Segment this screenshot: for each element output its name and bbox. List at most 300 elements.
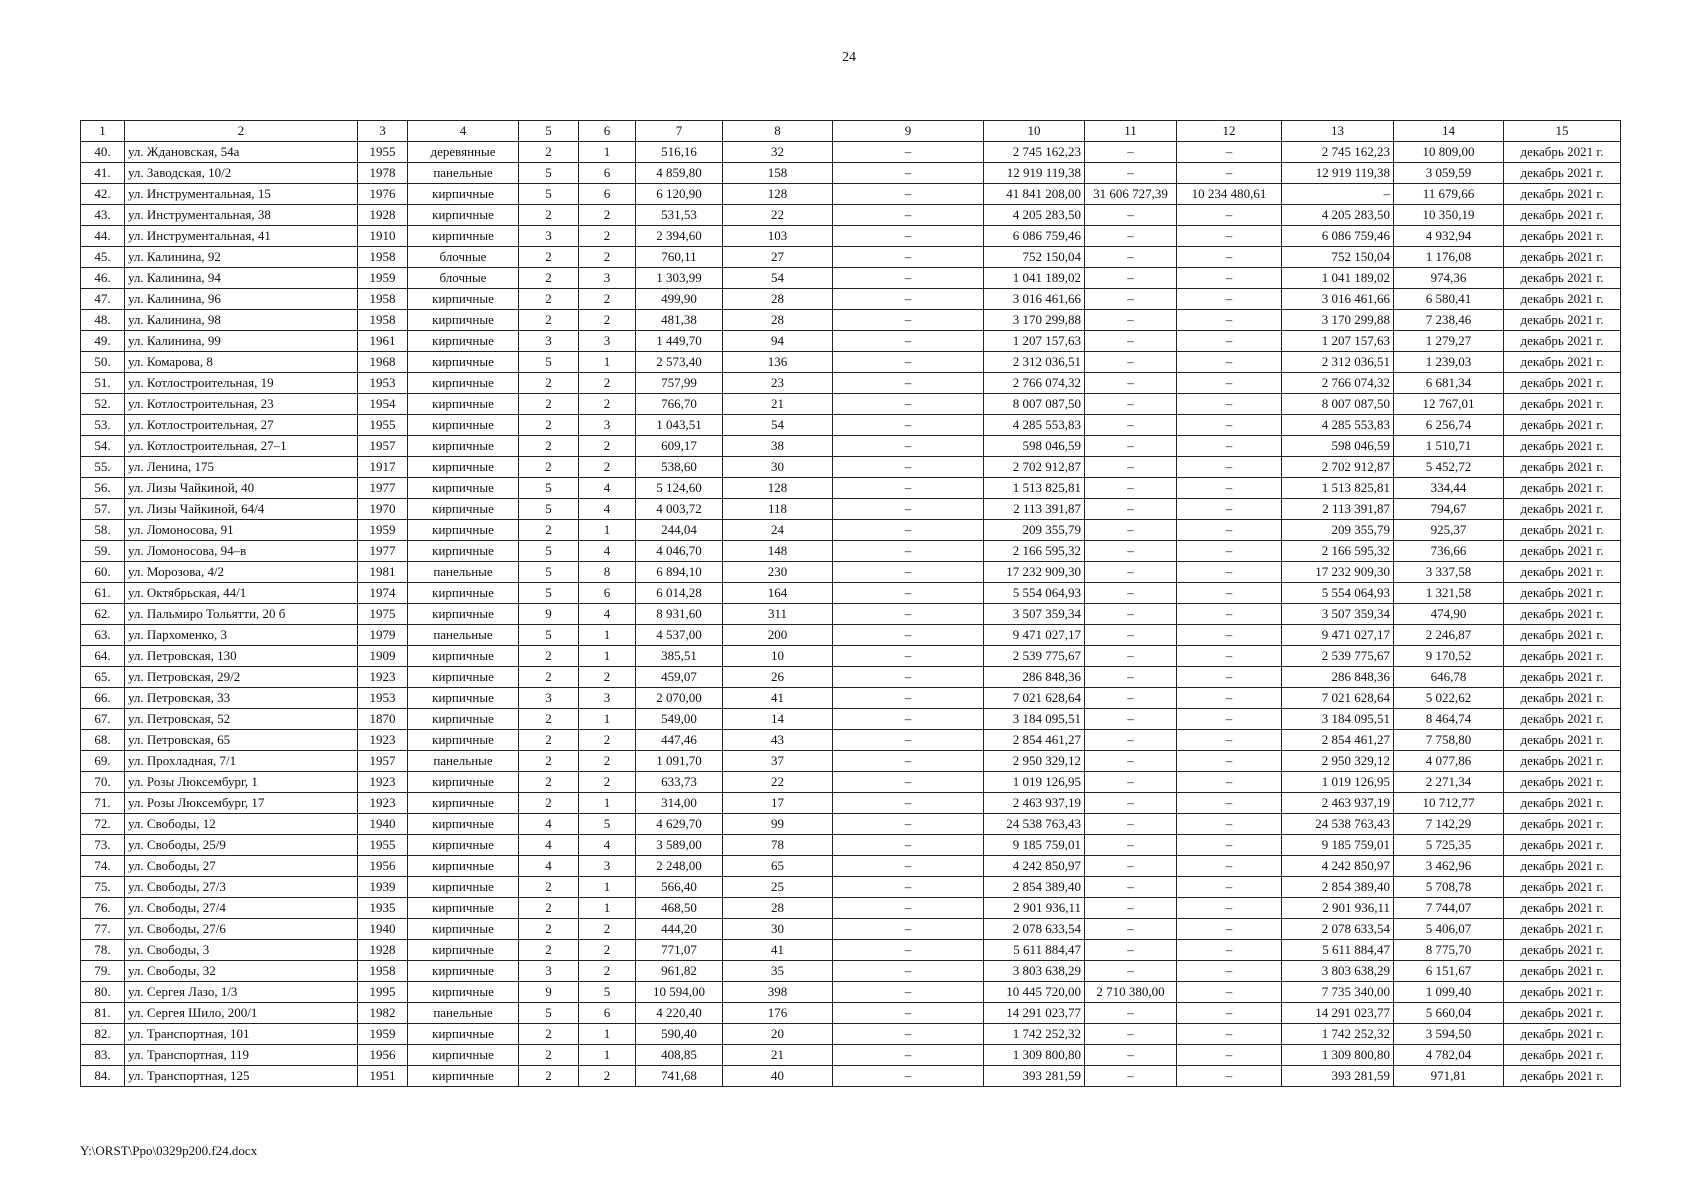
table-cell-col-1: 42. <box>81 184 125 205</box>
table-cell-col-8: 21 <box>723 1045 833 1066</box>
housing-registry-table <box>80 120 1621 1087</box>
table-cell-col-14: 1 510,71 <box>1394 436 1504 457</box>
table-cell-col-2: ул. Свободы, 25/9 <box>125 835 358 856</box>
table-cell-col-4: кирпичные <box>408 835 519 856</box>
table-cell-col-10: 3 507 359,34 <box>984 604 1085 625</box>
table-cell-col-8: 37 <box>723 751 833 772</box>
column-header-6: 6 <box>579 121 636 142</box>
table-cell-col-10: 4 285 553,83 <box>984 415 1085 436</box>
table-cell-col-3: 1982 <box>358 1003 408 1024</box>
table-row <box>81 499 1621 520</box>
table-cell-col-13: 24 538 763,43 <box>1282 814 1394 835</box>
table-cell-col-7: 1 303,99 <box>636 268 723 289</box>
table-cell-col-5: 4 <box>519 856 579 877</box>
table-row <box>81 919 1621 940</box>
table-cell-col-14: 6 256,74 <box>1394 415 1504 436</box>
table-cell-col-12: – <box>1177 457 1282 478</box>
table-cell-col-7: 961,82 <box>636 961 723 982</box>
table-cell-col-6: 3 <box>579 331 636 352</box>
table-cell-col-5: 5 <box>519 163 579 184</box>
table-cell-col-6: 1 <box>579 877 636 898</box>
table-cell-col-7: 4 220,40 <box>636 1003 723 1024</box>
table-cell-col-9: – <box>833 247 984 268</box>
table-cell-col-4: блочные <box>408 268 519 289</box>
table-cell-col-2: ул. Петровская, 52 <box>125 709 358 730</box>
table-cell-col-5: 5 <box>519 478 579 499</box>
table-cell-col-2: ул. Свободы, 12 <box>125 814 358 835</box>
table-cell-col-15: декабрь 2021 г. <box>1504 1066 1621 1087</box>
table-cell-col-7: 760,11 <box>636 247 723 268</box>
table-cell-col-14: 10 350,19 <box>1394 205 1504 226</box>
table-cell-col-2: ул. Петровская, 29/2 <box>125 667 358 688</box>
table-cell-col-13: 5 554 064,93 <box>1282 583 1394 604</box>
table-cell-col-7: 2 070,00 <box>636 688 723 709</box>
table-cell-col-9: – <box>833 1066 984 1087</box>
table-cell-col-14: 2 271,34 <box>1394 772 1504 793</box>
table-cell-col-5: 2 <box>519 1066 579 1087</box>
table-cell-col-10: 9 185 759,01 <box>984 835 1085 856</box>
table-cell-col-9: – <box>833 604 984 625</box>
table-cell-col-7: 633,73 <box>636 772 723 793</box>
table-cell-col-1: 45. <box>81 247 125 268</box>
table-row <box>81 226 1621 247</box>
table-cell-col-2: ул. Свободы, 27/3 <box>125 877 358 898</box>
table-cell-col-14: 6 580,41 <box>1394 289 1504 310</box>
table-cell-col-11: – <box>1085 541 1177 562</box>
table-cell-col-1: 55. <box>81 457 125 478</box>
table-cell-col-2: ул. Калинина, 99 <box>125 331 358 352</box>
table-cell-col-7: 468,50 <box>636 898 723 919</box>
table-cell-col-10: 2 078 633,54 <box>984 919 1085 940</box>
table-cell-col-6: 1 <box>579 142 636 163</box>
table-cell-col-13: 1 207 157,63 <box>1282 331 1394 352</box>
table-cell-col-15: декабрь 2021 г. <box>1504 940 1621 961</box>
table-cell-col-11: – <box>1085 1024 1177 1045</box>
table-cell-col-5: 2 <box>519 730 579 751</box>
table-cell-col-12: – <box>1177 268 1282 289</box>
table-cell-col-11: – <box>1085 163 1177 184</box>
table-cell-col-7: 6 120,90 <box>636 184 723 205</box>
table-cell-col-12: – <box>1177 247 1282 268</box>
table-cell-col-4: кирпичные <box>408 793 519 814</box>
table-cell-col-13: 2 539 775,67 <box>1282 646 1394 667</box>
table-cell-col-1: 56. <box>81 478 125 499</box>
table-cell-col-11: – <box>1085 940 1177 961</box>
table-cell-col-13: 7 735 340,00 <box>1282 982 1394 1003</box>
table-cell-col-2: ул. Петровская, 130 <box>125 646 358 667</box>
table-cell-col-12: – <box>1177 373 1282 394</box>
table-cell-col-10: 6 086 759,46 <box>984 226 1085 247</box>
table-cell-col-12: – <box>1177 877 1282 898</box>
table-cell-col-2: ул. Котлостроительная, 23 <box>125 394 358 415</box>
table-cell-col-14: 4 782,04 <box>1394 1045 1504 1066</box>
table-cell-col-10: 2 312 036,51 <box>984 352 1085 373</box>
table-cell-col-3: 1954 <box>358 394 408 415</box>
table-cell-col-2: ул. Инструментальная, 41 <box>125 226 358 247</box>
table-cell-col-12: – <box>1177 499 1282 520</box>
table-cell-col-12: – <box>1177 730 1282 751</box>
table-cell-col-9: – <box>833 310 984 331</box>
table-cell-col-8: 25 <box>723 877 833 898</box>
table-cell-col-13: 2 745 162,23 <box>1282 142 1394 163</box>
table-cell-col-4: кирпичные <box>408 541 519 562</box>
table-cell-col-11: 31 606 727,39 <box>1085 184 1177 205</box>
table-cell-col-6: 4 <box>579 835 636 856</box>
table-cell-col-10: 8 007 087,50 <box>984 394 1085 415</box>
table-cell-col-3: 1995 <box>358 982 408 1003</box>
table-cell-col-11: – <box>1085 457 1177 478</box>
column-header-5: 5 <box>519 121 579 142</box>
table-cell-col-13: 9 185 759,01 <box>1282 835 1394 856</box>
table-cell-col-11: – <box>1085 331 1177 352</box>
column-header-2: 2 <box>125 121 358 142</box>
table-cell-col-11: – <box>1085 961 1177 982</box>
table-row <box>81 667 1621 688</box>
table-cell-col-11: – <box>1085 352 1177 373</box>
table-cell-col-13: 2 166 595,32 <box>1282 541 1394 562</box>
table-cell-col-14: 10 809,00 <box>1394 142 1504 163</box>
table-cell-col-15: декабрь 2021 г. <box>1504 373 1621 394</box>
table-cell-col-4: кирпичные <box>408 331 519 352</box>
table-cell-col-15: декабрь 2021 г. <box>1504 520 1621 541</box>
table-cell-col-5: 2 <box>519 268 579 289</box>
table-cell-col-12: – <box>1177 436 1282 457</box>
table-cell-col-12: – <box>1177 520 1282 541</box>
table-cell-col-3: 1935 <box>358 898 408 919</box>
table-cell-col-13: 1 041 189,02 <box>1282 268 1394 289</box>
table-cell-col-2: ул. Свободы, 27/4 <box>125 898 358 919</box>
table-cell-col-8: 28 <box>723 289 833 310</box>
table-cell-col-5: 2 <box>519 289 579 310</box>
table-cell-col-2: ул. Ленина, 175 <box>125 457 358 478</box>
table-cell-col-15: декабрь 2021 г. <box>1504 478 1621 499</box>
table-cell-col-1: 60. <box>81 562 125 583</box>
table-cell-col-7: 741,68 <box>636 1066 723 1087</box>
table-cell-col-7: 516,16 <box>636 142 723 163</box>
table-cell-col-4: кирпичные <box>408 919 519 940</box>
table-cell-col-8: 28 <box>723 310 833 331</box>
table-cell-col-11: – <box>1085 667 1177 688</box>
table-cell-col-12: – <box>1177 793 1282 814</box>
column-header-10: 10 <box>984 121 1085 142</box>
table-cell-col-8: 398 <box>723 982 833 1003</box>
table-cell-col-14: 646,78 <box>1394 667 1504 688</box>
table-cell-col-1: 43. <box>81 205 125 226</box>
table-cell-col-9: – <box>833 940 984 961</box>
table-cell-col-4: кирпичные <box>408 688 519 709</box>
table-cell-col-14: 1 239,03 <box>1394 352 1504 373</box>
table-cell-col-1: 74. <box>81 856 125 877</box>
table-cell-col-5: 9 <box>519 982 579 1003</box>
table-cell-col-14: 1 321,58 <box>1394 583 1504 604</box>
table-cell-col-11: – <box>1085 436 1177 457</box>
table-cell-col-5: 2 <box>519 310 579 331</box>
table-cell-col-9: – <box>833 331 984 352</box>
table-cell-col-11: – <box>1085 898 1177 919</box>
table-cell-col-2: ул. Калинина, 92 <box>125 247 358 268</box>
table-row <box>81 520 1621 541</box>
table-cell-col-15: декабрь 2021 г. <box>1504 709 1621 730</box>
table-cell-col-9: – <box>833 877 984 898</box>
table-cell-col-3: 1974 <box>358 583 408 604</box>
table-cell-col-1: 53. <box>81 415 125 436</box>
table-cell-col-4: панельные <box>408 1003 519 1024</box>
table-cell-col-14: 1 279,27 <box>1394 331 1504 352</box>
table-cell-col-15: декабрь 2021 г. <box>1504 499 1621 520</box>
table-cell-col-6: 6 <box>579 583 636 604</box>
table-cell-col-7: 10 594,00 <box>636 982 723 1003</box>
table-cell-col-14: 3 462,96 <box>1394 856 1504 877</box>
column-header-15: 15 <box>1504 121 1621 142</box>
table-cell-col-1: 73. <box>81 835 125 856</box>
table-cell-col-10: 2 854 389,40 <box>984 877 1085 898</box>
table-cell-col-13: 1 742 252,32 <box>1282 1024 1394 1045</box>
table-cell-col-8: 136 <box>723 352 833 373</box>
table-cell-col-11: – <box>1085 583 1177 604</box>
table-cell-col-10: 2 950 329,12 <box>984 751 1085 772</box>
table-cell-col-1: 52. <box>81 394 125 415</box>
footer-file-path: Y:\ORST\Ppo\0329p200.f24.docx <box>80 1143 258 1158</box>
table-row <box>81 961 1621 982</box>
table-cell-col-14: 6 681,34 <box>1394 373 1504 394</box>
table-cell-col-2: ул. Лизы Чайкиной, 40 <box>125 478 358 499</box>
table-cell-col-8: 20 <box>723 1024 833 1045</box>
table-cell-col-10: 1 207 157,63 <box>984 331 1085 352</box>
table-cell-col-15: декабрь 2021 г. <box>1504 1024 1621 1045</box>
table-cell-col-3: 1956 <box>358 856 408 877</box>
table-cell-col-9: – <box>833 919 984 940</box>
column-header-4: 4 <box>408 121 519 142</box>
table-cell-col-7: 771,07 <box>636 940 723 961</box>
table-cell-col-7: 1 091,70 <box>636 751 723 772</box>
table-cell-col-4: кирпичные <box>408 520 519 541</box>
table-cell-col-7: 314,00 <box>636 793 723 814</box>
table-cell-col-12: – <box>1177 331 1282 352</box>
table-cell-col-2: ул. Свободы, 3 <box>125 940 358 961</box>
table-cell-col-11: – <box>1085 226 1177 247</box>
table-cell-col-3: 1961 <box>358 331 408 352</box>
table-cell-col-10: 2 901 936,11 <box>984 898 1085 919</box>
table-cell-col-6: 1 <box>579 709 636 730</box>
table-cell-col-5: 2 <box>519 520 579 541</box>
table-cell-col-2: ул. Котлостроительная, 19 <box>125 373 358 394</box>
table-cell-col-6: 2 <box>579 373 636 394</box>
table-cell-col-12: – <box>1177 961 1282 982</box>
table-cell-col-11: – <box>1085 919 1177 940</box>
table-cell-col-6: 1 <box>579 1045 636 1066</box>
table-cell-col-15: декабрь 2021 г. <box>1504 982 1621 1003</box>
table-cell-col-10: 286 848,36 <box>984 667 1085 688</box>
table-cell-col-14: 2 246,87 <box>1394 625 1504 646</box>
table-cell-col-7: 4 629,70 <box>636 814 723 835</box>
table-cell-col-5: 2 <box>519 247 579 268</box>
table-cell-col-11: – <box>1085 478 1177 499</box>
table-cell-col-15: декабрь 2021 г. <box>1504 898 1621 919</box>
table-cell-col-8: 94 <box>723 331 833 352</box>
table-cell-col-4: кирпичные <box>408 289 519 310</box>
table-row <box>81 247 1621 268</box>
table-cell-col-7: 766,70 <box>636 394 723 415</box>
table-cell-col-6: 2 <box>579 436 636 457</box>
table-cell-col-15: декабрь 2021 г. <box>1504 142 1621 163</box>
table-cell-col-11: – <box>1085 709 1177 730</box>
table-cell-col-13: 286 848,36 <box>1282 667 1394 688</box>
table-cell-col-14: 7 744,07 <box>1394 898 1504 919</box>
table-row <box>81 562 1621 583</box>
table-cell-col-13: 6 086 759,46 <box>1282 226 1394 247</box>
table-cell-col-11: – <box>1085 499 1177 520</box>
table-cell-col-14: 9 170,52 <box>1394 646 1504 667</box>
table-cell-col-12: – <box>1177 1024 1282 1045</box>
table-cell-col-1: 77. <box>81 919 125 940</box>
table-cell-col-15: декабрь 2021 г. <box>1504 604 1621 625</box>
table-cell-col-14: 7 238,46 <box>1394 310 1504 331</box>
table-cell-col-12: – <box>1177 226 1282 247</box>
table-cell-col-1: 63. <box>81 625 125 646</box>
table-cell-col-1: 83. <box>81 1045 125 1066</box>
table-cell-col-9: – <box>833 562 984 583</box>
table-cell-col-4: кирпичные <box>408 184 519 205</box>
table-cell-col-9: – <box>833 415 984 436</box>
table-cell-col-12: – <box>1177 940 1282 961</box>
table-cell-col-5: 2 <box>519 751 579 772</box>
table-cell-col-2: ул. Прохладная, 7/1 <box>125 751 358 772</box>
table-cell-col-1: 70. <box>81 772 125 793</box>
table-cell-col-9: – <box>833 667 984 688</box>
table-cell-col-1: 81. <box>81 1003 125 1024</box>
table-cell-col-1: 62. <box>81 604 125 625</box>
table-cell-col-14: 10 712,77 <box>1394 793 1504 814</box>
table-cell-col-7: 444,20 <box>636 919 723 940</box>
table-cell-col-5: 3 <box>519 226 579 247</box>
table-cell-col-5: 4 <box>519 814 579 835</box>
table-row <box>81 268 1621 289</box>
table-cell-col-8: 24 <box>723 520 833 541</box>
table-row <box>81 856 1621 877</box>
table-cell-col-14: 474,90 <box>1394 604 1504 625</box>
table-cell-col-15: декабрь 2021 г. <box>1504 163 1621 184</box>
table-cell-col-11: – <box>1085 877 1177 898</box>
table-cell-col-2: ул. Пархоменко, 3 <box>125 625 358 646</box>
table-row <box>81 289 1621 310</box>
table-cell-col-4: кирпичные <box>408 982 519 1003</box>
table-cell-col-13: – <box>1282 184 1394 205</box>
table-cell-col-12: – <box>1177 835 1282 856</box>
table-cell-col-12: – <box>1177 562 1282 583</box>
table-cell-col-10: 598 046,59 <box>984 436 1085 457</box>
table-cell-col-13: 7 021 628,64 <box>1282 688 1394 709</box>
table-cell-col-4: кирпичные <box>408 205 519 226</box>
table-cell-col-3: 1928 <box>358 205 408 226</box>
table-cell-col-3: 1940 <box>358 919 408 940</box>
table-cell-col-15: декабрь 2021 г. <box>1504 268 1621 289</box>
table-row <box>81 1024 1621 1045</box>
table-cell-col-6: 2 <box>579 919 636 940</box>
table-cell-col-5: 2 <box>519 205 579 226</box>
table-cell-col-1: 65. <box>81 667 125 688</box>
table-cell-col-3: 1958 <box>358 247 408 268</box>
column-header-11: 11 <box>1085 121 1177 142</box>
table-cell-col-10: 3 184 095,51 <box>984 709 1085 730</box>
table-cell-col-5: 2 <box>519 373 579 394</box>
table-cell-col-5: 2 <box>519 457 579 478</box>
table-cell-col-6: 2 <box>579 667 636 688</box>
table-cell-col-3: 1977 <box>358 541 408 562</box>
table-cell-col-12: – <box>1177 163 1282 184</box>
column-header-3: 3 <box>358 121 408 142</box>
table-cell-col-7: 4 046,70 <box>636 541 723 562</box>
table-cell-col-7: 244,04 <box>636 520 723 541</box>
column-header-12: 12 <box>1177 121 1282 142</box>
table-cell-col-3: 1959 <box>358 1024 408 1045</box>
table-cell-col-13: 2 766 074,32 <box>1282 373 1394 394</box>
table-cell-col-12: – <box>1177 625 1282 646</box>
table-row <box>81 436 1621 457</box>
table-cell-col-15: декабрь 2021 г. <box>1504 835 1621 856</box>
table-cell-col-11: – <box>1085 373 1177 394</box>
table-cell-col-8: 41 <box>723 940 833 961</box>
table-cell-col-4: блочные <box>408 247 519 268</box>
table-cell-col-14: 3 594,50 <box>1394 1024 1504 1045</box>
table-cell-col-3: 1968 <box>358 352 408 373</box>
table-cell-col-12: – <box>1177 667 1282 688</box>
table-cell-col-1: 82. <box>81 1024 125 1045</box>
table-cell-col-10: 5 611 884,47 <box>984 940 1085 961</box>
table-cell-col-2: ул. Транспортная, 119 <box>125 1045 358 1066</box>
table-cell-col-11: – <box>1085 856 1177 877</box>
table-cell-col-13: 2 312 036,51 <box>1282 352 1394 373</box>
table-cell-col-2: ул. Розы Люксембург, 17 <box>125 793 358 814</box>
table-row <box>81 1003 1621 1024</box>
table-cell-col-3: 1981 <box>358 562 408 583</box>
table-cell-col-5: 2 <box>519 436 579 457</box>
table-cell-col-15: декабрь 2021 г. <box>1504 814 1621 835</box>
table-cell-col-7: 4 537,00 <box>636 625 723 646</box>
table-cell-col-15: декабрь 2021 г. <box>1504 793 1621 814</box>
table-cell-col-12: – <box>1177 646 1282 667</box>
table-row <box>81 478 1621 499</box>
table-cell-col-7: 2 248,00 <box>636 856 723 877</box>
table-cell-col-4: кирпичные <box>408 772 519 793</box>
table-cell-col-9: – <box>833 268 984 289</box>
table-cell-col-3: 1975 <box>358 604 408 625</box>
table-cell-col-13: 1 513 825,81 <box>1282 478 1394 499</box>
table-cell-col-3: 1958 <box>358 310 408 331</box>
table-cell-col-3: 1957 <box>358 751 408 772</box>
table-cell-col-4: кирпичные <box>408 1024 519 1045</box>
table-cell-col-4: кирпичные <box>408 709 519 730</box>
table-cell-col-12: – <box>1177 1003 1282 1024</box>
table-cell-col-4: панельные <box>408 163 519 184</box>
table-cell-col-12: – <box>1177 205 1282 226</box>
table-cell-col-1: 46. <box>81 268 125 289</box>
table-cell-col-14: 4 077,86 <box>1394 751 1504 772</box>
table-cell-col-10: 1 742 252,32 <box>984 1024 1085 1045</box>
table-cell-col-8: 43 <box>723 730 833 751</box>
table-cell-col-8: 23 <box>723 373 833 394</box>
table-cell-col-1: 71. <box>81 793 125 814</box>
table-cell-col-7: 538,60 <box>636 457 723 478</box>
table-cell-col-13: 1 019 126,95 <box>1282 772 1394 793</box>
table-row <box>81 205 1621 226</box>
table-cell-col-4: кирпичные <box>408 814 519 835</box>
table-cell-col-13: 2 854 461,27 <box>1282 730 1394 751</box>
table-cell-col-9: – <box>833 646 984 667</box>
table-cell-col-6: 5 <box>579 982 636 1003</box>
table-cell-col-4: кирпичные <box>408 436 519 457</box>
table-cell-col-15: декабрь 2021 г. <box>1504 625 1621 646</box>
table-cell-col-14: 5 708,78 <box>1394 877 1504 898</box>
